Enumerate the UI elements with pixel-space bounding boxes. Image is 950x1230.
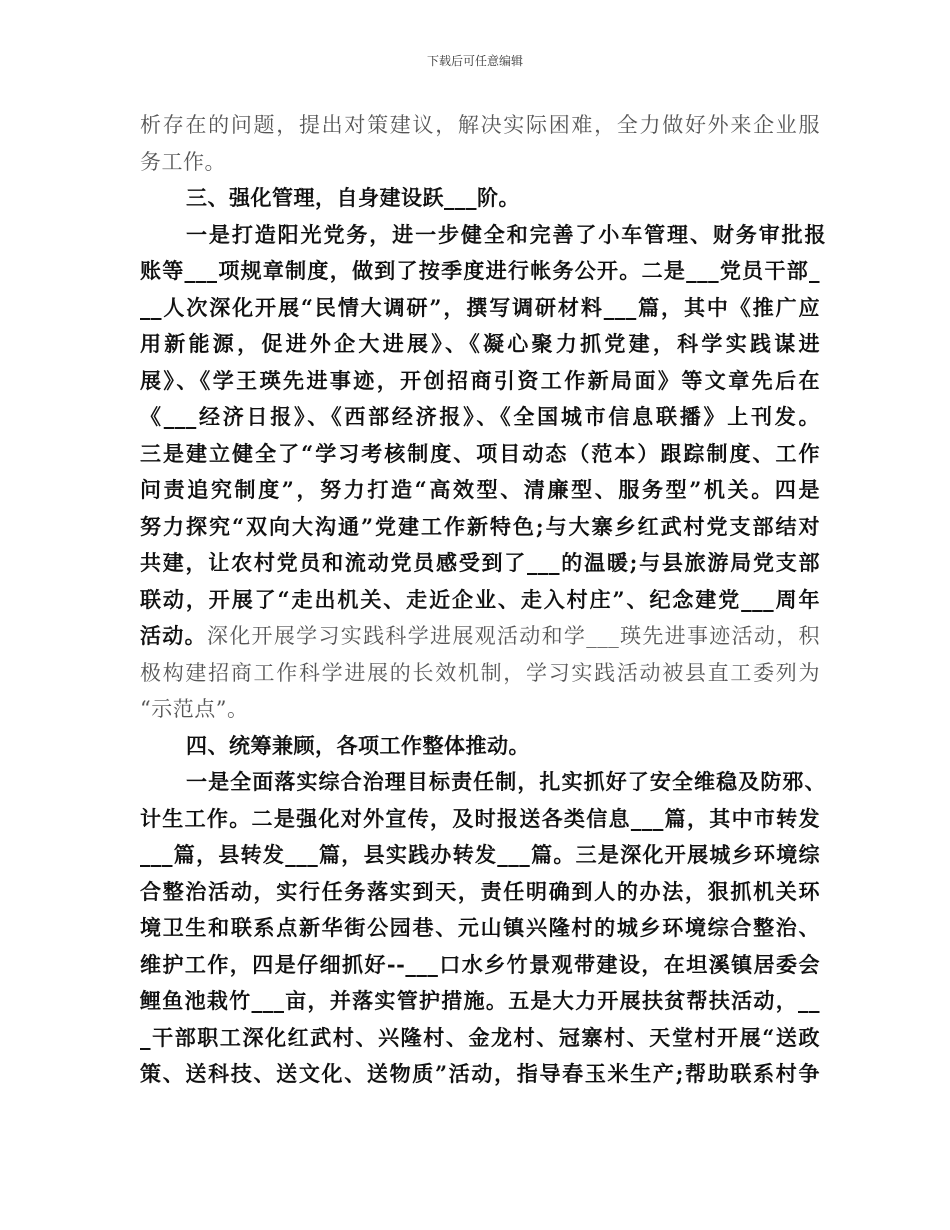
text-line: 境卫生和联系点新华街公园巷、元山镇兴隆村的城乡环境综合整治、 — [140, 915, 820, 940]
text-line: 《___经济日报》、《西部经济报》、《全国城市信息联播》上刊发。 — [140, 404, 820, 429]
text-line: 展》、《学王瑛先进事迹，开创招商引资工作新局面》等文章先后在 — [140, 367, 820, 393]
text-line: 合整治活动，实行任务落实到天，责任明确到人的办法，狠抓机关环 — [140, 878, 820, 904]
text-line: 析存在的问题，提出对策建议，解决实际困难，全力做好外来企业服 — [140, 113, 820, 137]
text-line: ___篇，县转发___篇，县实践办转发___篇。三是深化开展城乡环境综 — [140, 842, 820, 867]
text-line: 策、送科技、送文化、送物质”活动，指导春玉米生产;帮助联系村争 — [140, 1061, 820, 1086]
text-line: 一是全面落实综合治理目标责任制，扎实抓好了安全维稳及防邪、 — [186, 769, 826, 794]
text-line: __人次深化开展“民情大调研”，撰写调研材料___篇，其中《推广应 — [140, 294, 820, 320]
text-line: 四、统筹兼顾，各项工作整体推动。 — [186, 732, 530, 758]
text-line: 联动，开展了“走出机关、走近企业、走入村庄”、纪念建党___周年 — [140, 586, 820, 612]
page-header: 下载后可任意编辑 — [426, 54, 523, 68]
text-line: 一是打造阳光党务，进一步健全和完善了小车管理、财务审批报 — [186, 221, 826, 247]
text-line: 鲤鱼池栽竹___亩，并落实管护措施。五是大力开展扶贫帮扶活动，__ — [140, 988, 820, 1013]
text-line: 维护工作，四是仔细抓好--___口水乡竹景观带建设，在坦溪镇居委会 — [140, 951, 820, 977]
text-line: 用新能源，促进外企大进展》、《凝心聚力抓党建，科学实践谋进 — [140, 331, 820, 356]
text-line: 努力探究“双向大沟通”党建工作新特色;与大寨乡红武村党支部结对 — [140, 513, 820, 539]
text-line: 极构建招商工作科学进展的长效机制，学习实践活动被县直工委列为 — [140, 660, 820, 685]
text-line: “示范点”。 — [140, 697, 249, 721]
text-line-gray-part: 深化开展学习实践科学进展观活动和学___瑛先进事迹活动，积 — [206, 624, 821, 648]
text-line: 计生工作。二是强化对外宣传，及时报送各类信息___篇，其中市转发 — [140, 805, 820, 831]
text-line: 务工作。 — [140, 149, 226, 174]
text-line: 账等___项规章制度，做到了按季度进行帐务公开。二是___党员干部_ — [140, 258, 820, 283]
text-line: 共建，让农村党员和流动党员感受到了___的温暖;与县旅游局党支部 — [140, 550, 820, 575]
text-line: 三、强化管理，自身建设跃___阶。 — [186, 185, 520, 210]
text-line: _干部职工深化红武村、兴隆村、金龙村、冠寨村、天堂村开展“送政 — [140, 1024, 820, 1050]
text-line: 问责追究制度”，努力打造“高效型、清廉型、服务型”机关。四是 — [140, 477, 820, 502]
text-line — [140, 621, 820, 651]
text-line: 三是建立健全了“学习考核制度、项目动态（范本）跟踪制度、工作 — [140, 440, 820, 466]
text-line-bold-part: 活动。 — [140, 623, 207, 648]
